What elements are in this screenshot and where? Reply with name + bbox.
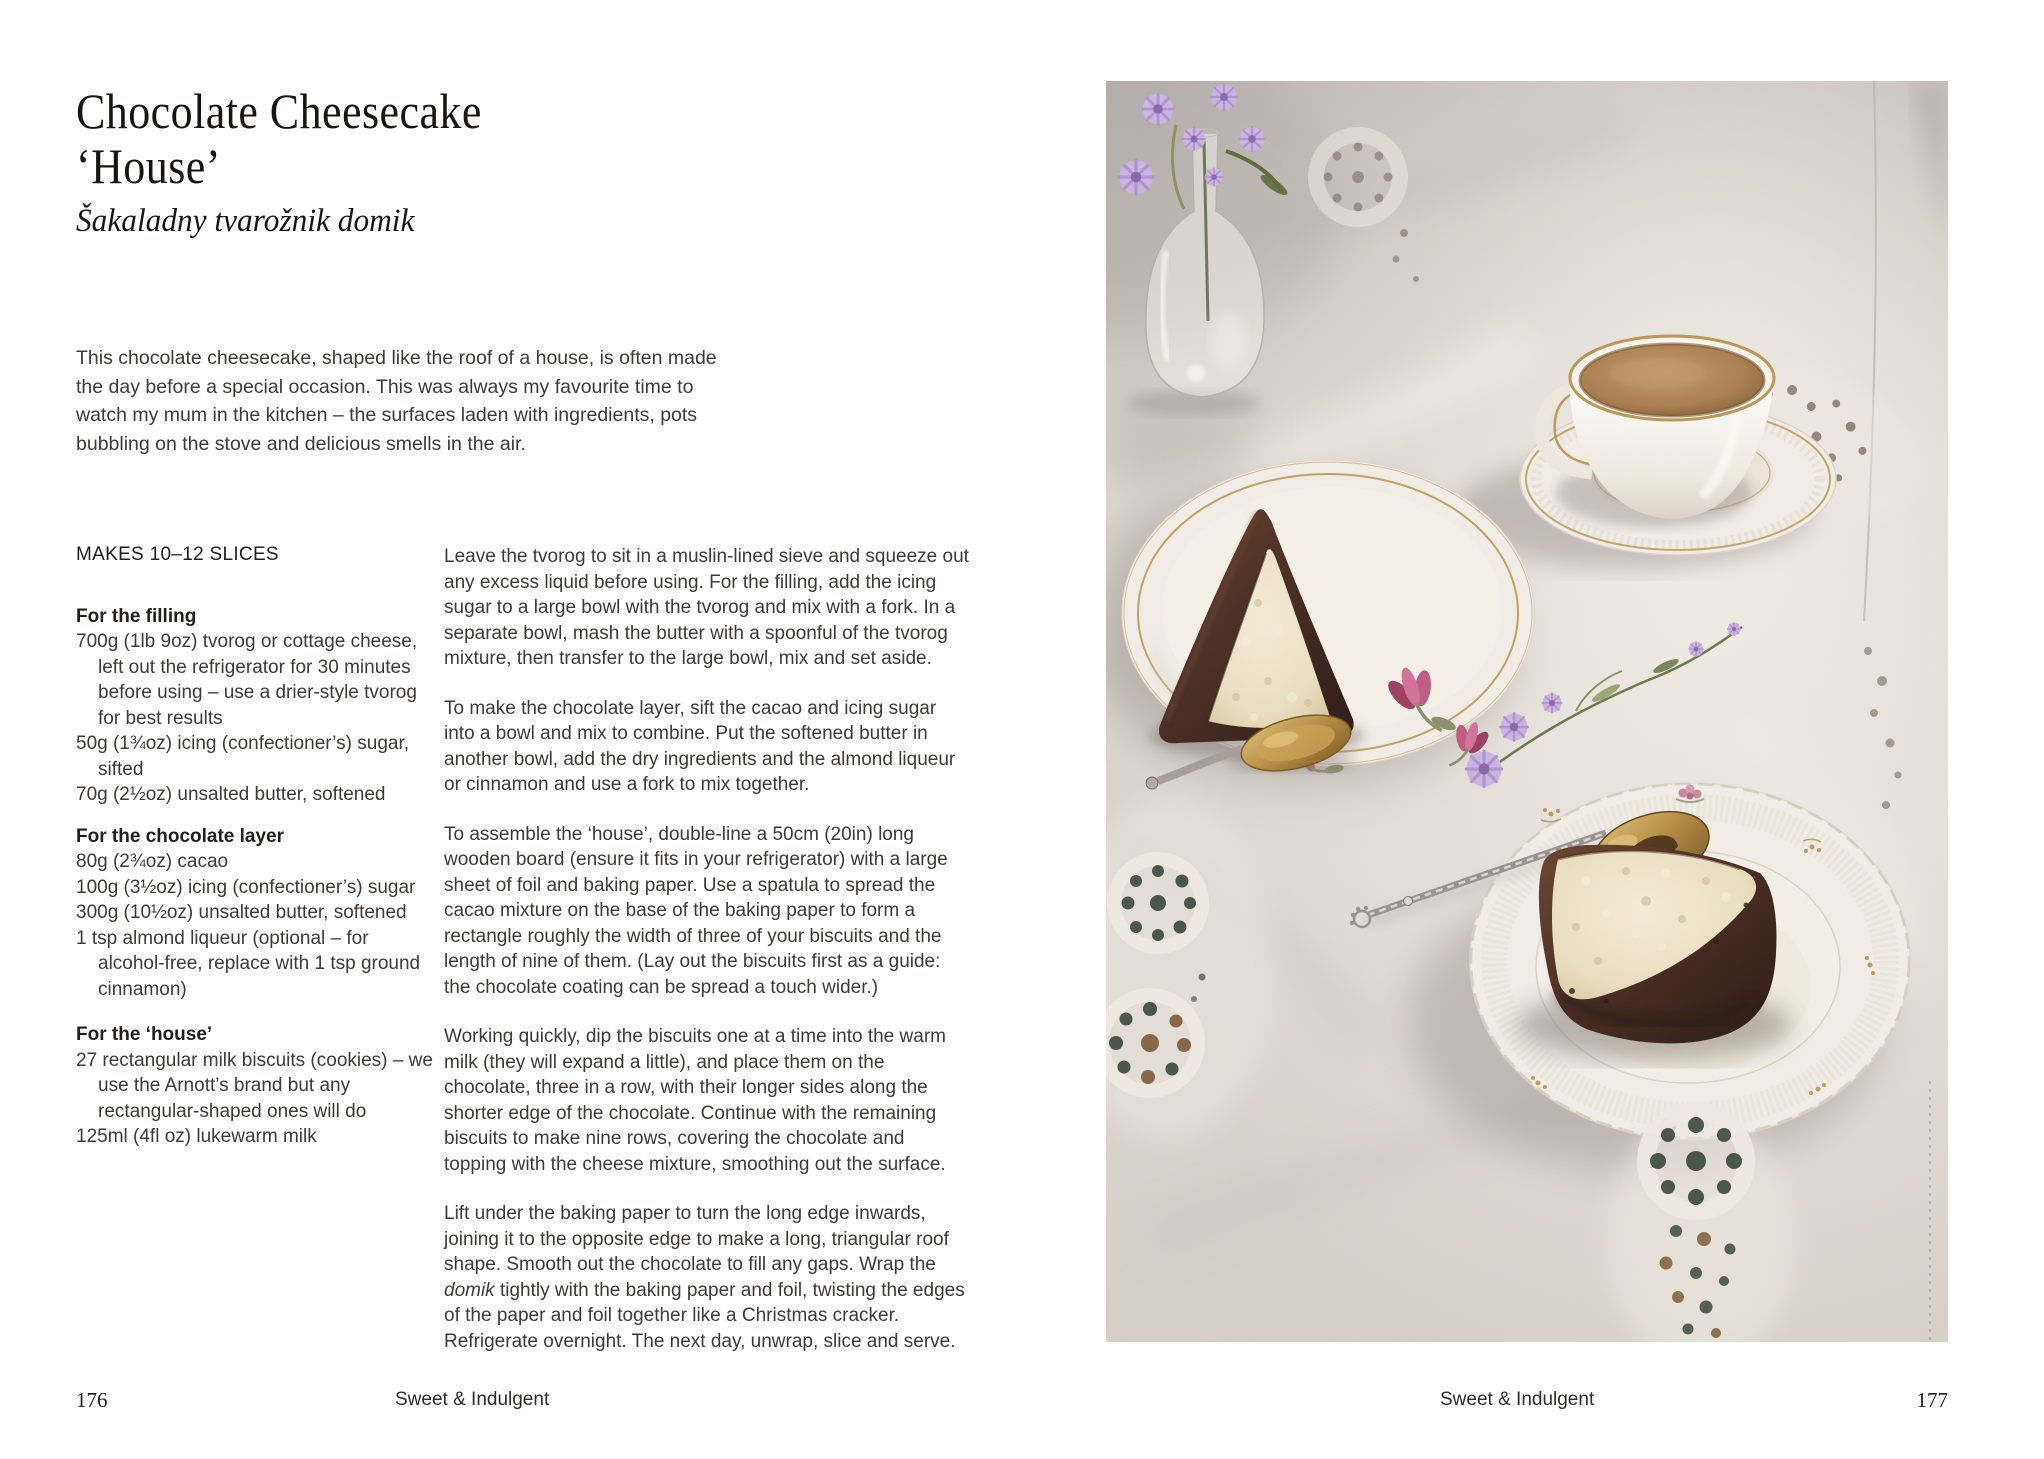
linen-grain-overlay — [1106, 81, 1948, 1342]
method-paragraph: To assemble the ‘house’, double-line a 50cm (20in) long wooden board (ensure it fits in your refrigerator) with a large sheet of foil and baking paper. Use a spatula to spread the cacao mixture on the base of the baking paper to form a rectangle roughly the width of three of your biscuits and the length of nine of them. (Lay out the biscuits first as a guide: the chocolate coating can be spread a touch wider.) — [444, 823, 948, 998]
ingredient-group-heading: For the filling — [76, 605, 197, 627]
method-paragraph: Leave the tvorog to sit in a muslin-lined sieve and squeeze out any excess liquid before using. For the filling, add the icing sugar to a large bowl with the tvorog and mix with a fork. In a separate bowl, mash the butter with a spoonful of the tvorog mixture, then transfer to the large bowl, mix and set aside. — [444, 546, 969, 669]
recipe-subtitle: Šakaladny tvarožnik domik — [76, 203, 415, 239]
method-paragraph — [444, 1201, 972, 1354]
ingredient-group-filling — [76, 604, 438, 808]
method-paragraph: To make the chocolate layer, sift the cacao and icing sugar into a bowl and mix to combine. Put the softened butter in another bowl, add the dry ingredients and the almond liqueur or cinnamon and use a fork to mix together. — [444, 697, 956, 795]
recipe-photo-illustration — [1106, 81, 1948, 1342]
recipe-title-line1: Chocolate Cheesecake — [76, 83, 482, 139]
ingredient-item: 1 tsp almond liqueur (optional – for alcohol-free, replace with 1 tsp ground cinnamon) — [76, 927, 421, 1000]
ingredient-group-chocolate-layer — [76, 824, 438, 1003]
ingredient-item: 100g (3½oz) icing (confectioner’s) sugar — [76, 876, 416, 898]
ingredient-group-heading: For the ‘house’ — [76, 1024, 213, 1045]
right-page-number: 177 — [1916, 1388, 1948, 1412]
ingredient-item: 80g (2¾oz) cacao — [76, 851, 229, 872]
yield-label: MAKES 10–12 SLICES — [76, 544, 279, 565]
recipe-title — [76, 84, 482, 194]
method-p5-italic: domik — [444, 1279, 495, 1301]
ingredient-item: 70g (2½oz) unsalted butter, softened — [76, 784, 386, 805]
ingredients-column — [76, 542, 438, 1150]
recipe-intro: This chocolate cheesecake, shaped like the roof of a house, is often made the day before a special occasion. This was always my favourite time to watch my mum in the kitchen – the surfaces laden with ingredients, pots bubbling on the stove and delicious smells in the air. — [76, 347, 717, 455]
ingredient-group-house — [76, 1022, 438, 1150]
ingredient-item: 700g (1lb 9oz) tvorog or cottage cheese, left out the refrigerator for 30 minutes before using – use a drier-style tvorog for best results — [76, 631, 418, 729]
ingredient-item: 50g (1¾oz) icing (confectioner’s) sugar, sifted — [76, 733, 410, 780]
right-section-label: Sweet & Indulgent — [1440, 1389, 1595, 1410]
ingredient-group-heading: For the chocolate layer — [76, 825, 285, 847]
recipe-title-line2: ‘House’ — [76, 138, 221, 194]
recipe-photo — [1106, 81, 1948, 1342]
method-paragraph: Working quickly, dip the biscuits one at a time into the warm milk (they will expand a little), and place them on the chocolate, three in a row, with their longer sides along the shorter edge of the chocolate. Continue with the remaining biscuits to make nine rows, covering the chocolate and topping with the cheese mixture, smoothing out the surface. — [444, 1026, 946, 1175]
method-column — [444, 544, 972, 1378]
ingredient-item: 27 rectangular milk biscuits (cookies) – we use the Arnott’s brand but any rectangular-shaped ones will do — [76, 1049, 433, 1122]
ingredient-item: 300g (10½oz) unsalted butter, softened — [76, 902, 407, 923]
method-p5-pre: Lift under the baking paper to turn the long edge inwards, joining it to the opposite edge to make a long, triangular roof shape. Smooth out the chocolate to fill any gaps. Wrap the — [444, 1203, 949, 1275]
ingredient-item: 125ml (4fl oz) lukewarm milk — [76, 1126, 317, 1147]
left-page-number: 176 — [76, 1388, 108, 1412]
method-p5-post: tightly with the baking paper and foil, twisting the edges of the paper and foil together like a Christmas cracker. Refrigerate overnight. The next day, unwrap, slice and serve. — [444, 1279, 965, 1352]
left-section-label: Sweet & Indulgent — [395, 1389, 550, 1410]
